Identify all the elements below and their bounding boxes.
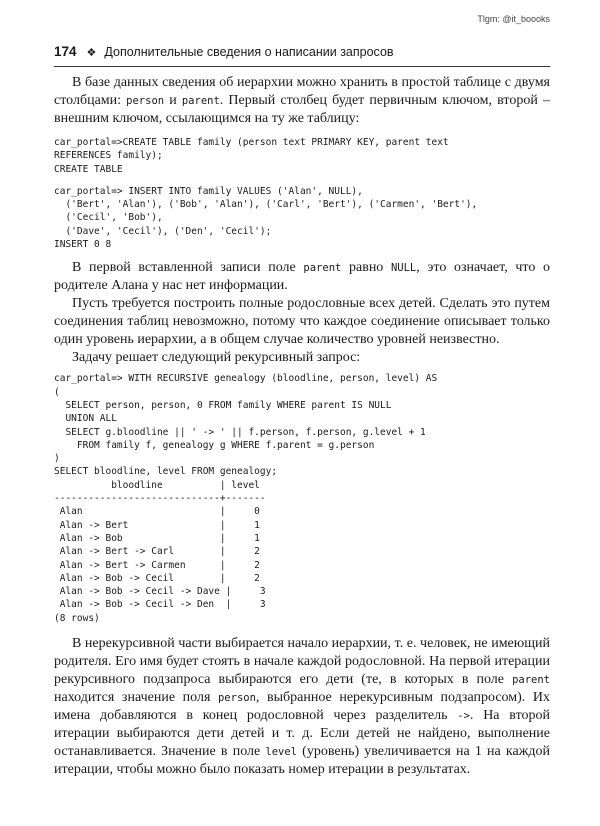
text-run: . На второй итерации выбираются дети детей и т. д. Если детей не найдено, выполнение останавливается. Значение в поле: [54, 708, 550, 760]
header-rule: [54, 66, 550, 67]
inline-code: person: [126, 95, 165, 107]
watermark: Tlgm: @it_boooks: [477, 14, 550, 24]
page-number: 174: [54, 44, 77, 59]
text-run: В нерекурсивной части выбирается начало иерархии, т. е. человек, не имеющий родителя. Его имя будет стоять в начале каждой родословной. На первой итерации рекурсивного подзапроса выбираются его дети (те, в которых в поле: [54, 636, 550, 688]
text-run: и: [164, 93, 182, 108]
inline-code: parent: [512, 674, 550, 687]
code-insert: car_portal=> INSERT INTO family VALUES ('Alan', NULL), ('Bert', 'Alan'), ('Bob', 'Alan'), ('Carl', 'Bert'), ('Carmen', 'Bert'), ('Cecil', 'Bob'), ('Dave', 'Cecil'), ('Den', 'Cecil'); INSERT 0 8: [54, 185, 478, 251]
text-run: . Первый столбец будет первичным ключом, второй – внешним ключом, ссылающимся на ту же таблицу:: [54, 93, 550, 126]
text-run: , это означает, что о родителе Алана у нас нет информации.: [54, 260, 550, 294]
paragraph-null-parent: [54, 259, 550, 295]
code-create-table: car_portal=>CREATE TABLE family (person text PRIMARY KEY, parent text REFERENCES family); CREATE TABLE: [54, 137, 449, 175]
code-recursive-query: car_portal=> WITH RECURSIVE genealogy (bloodline, person, level) AS ( SELECT person, person, 0 FROM family WHERE parent IS NULL UNION ALL SELECT g.bloodline || ' -> ' || f.person, f.person, g.level + 1 FROM family f, genealogy g WHERE f.parent = g.person ) SELECT bloodline, level FROM genealogy; bloodline | level -----------------------------+------- Alan | 0 Alan -> Bert | 1 Alan -> Bob | 1 Alan -> Bert -> Carl | 2 Alan -> Bert -> Carmen | 2 Alan -> Bob -> Cecil | 2 Alan -> Bob -> Cecil -> Dave | 3 Alan -> Bob -> Cecil -> Den | 3 (8 rows): [54, 373, 438, 624]
paragraph-explanation: [54, 635, 550, 779]
diamond-ornament-icon: ❖: [86, 47, 97, 59]
text-run: находится значение поля: [54, 690, 218, 706]
section-title: Дополнительные сведения о написании запросов: [104, 45, 394, 59]
text-run: , выбранное нерекурсивным подзапросом). Их имена добавляются в конец родословной через разделитель: [54, 690, 550, 724]
inline-code: NULL: [390, 262, 417, 275]
page-body: [54, 74, 550, 779]
text-run: В базе данных сведения об иерархии можно хранить в простой таблице с двумя столбцами:: [54, 75, 550, 108]
text-run: (уровень) увеличивается на 1 на каждой итерации, чтобы можно было показать номер итерации в результатах.: [54, 744, 551, 778]
paragraph-intro: [54, 74, 550, 128]
inline-code: parent: [181, 95, 220, 107]
paragraph-genealogy: Пусть требуется построить полные родословные всех детей. Сделать это путем соединения таблиц невозможно, потому что каждое соединение описывает только один уровень иерархии, а в общем случае количество уровней неизвестно.: [54, 296, 550, 348]
inline-code: parent: [303, 262, 342, 275]
text-run: равно: [341, 260, 391, 276]
inline-code: ->: [457, 710, 470, 723]
paragraph-recursive-intro: Задачу решает следующий рекурсивный запрос:: [72, 350, 361, 366]
text-run: В первой вставленной записи поле: [72, 260, 304, 276]
page-header: [54, 44, 550, 59]
inline-code: person: [217, 692, 256, 705]
inline-code: level: [265, 746, 297, 759]
